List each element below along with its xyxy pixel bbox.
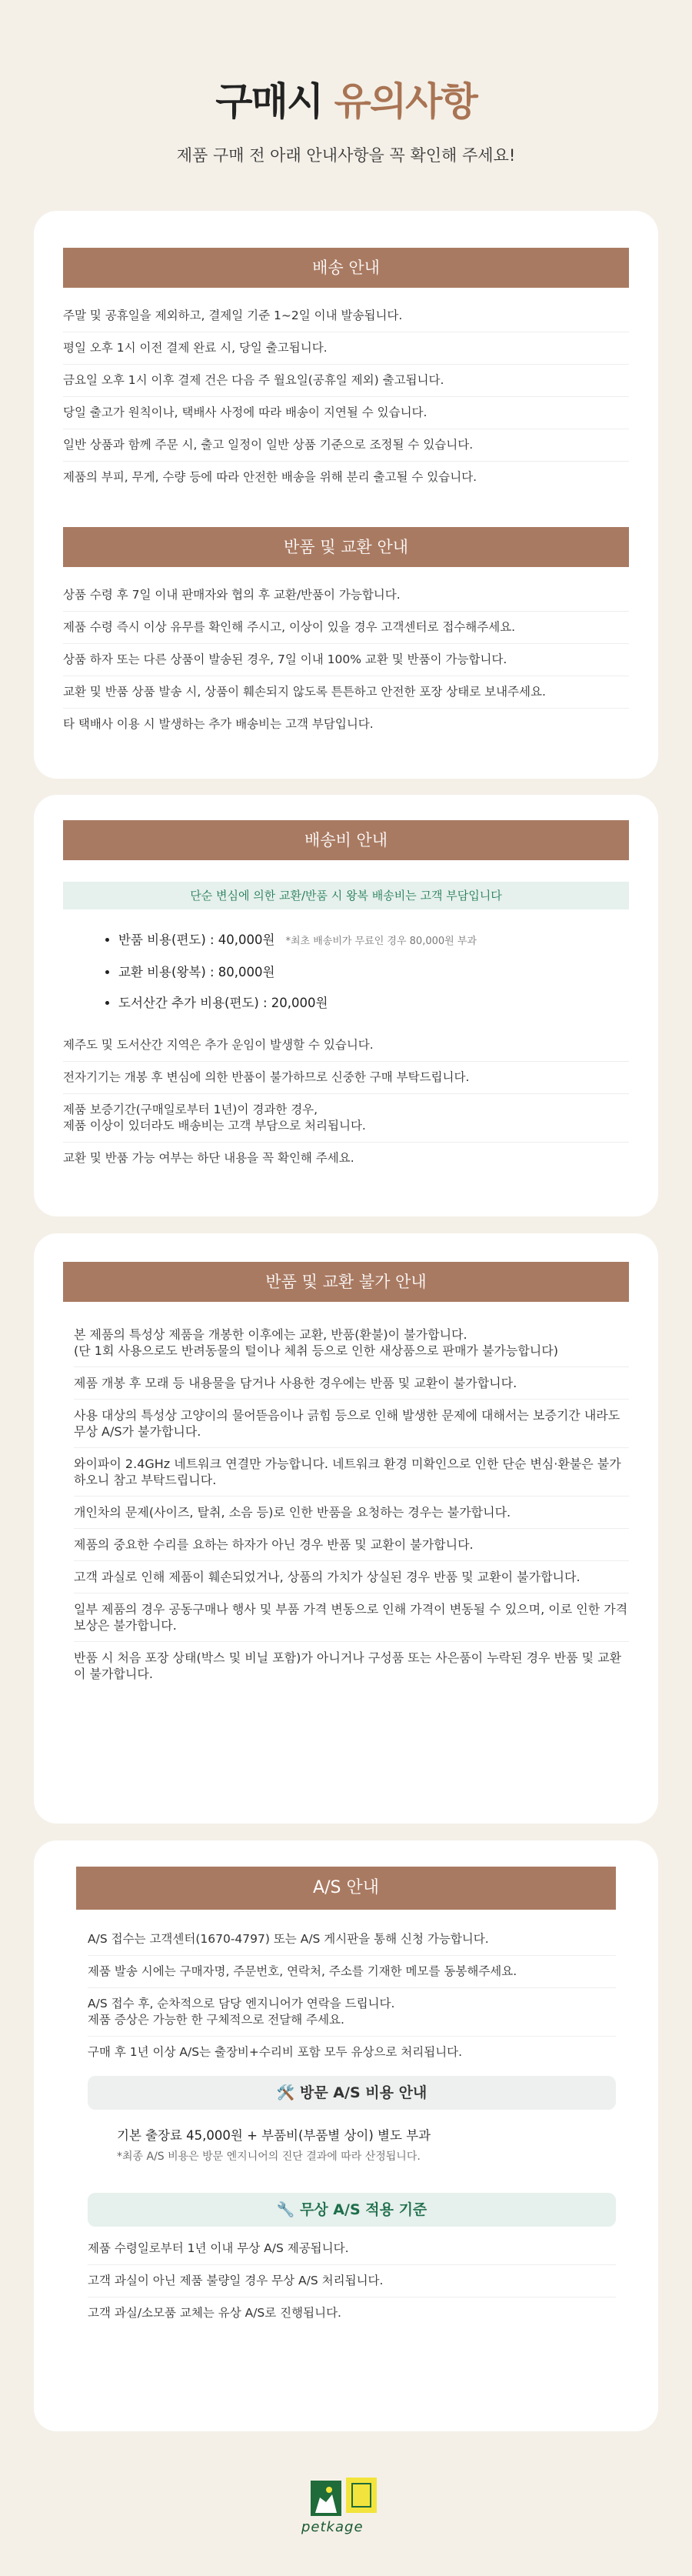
list-item: 제품 개봉 후 모래 등 내용물을 담거나 사용한 경우에는 반품 및 교환이 불가합니다. bbox=[74, 1367, 629, 1400]
list-item: 구매 후 1년 이상 A/S는 출장비+수리비 포함 모두 유상으로 처리됩니다. bbox=[88, 2045, 463, 2059]
page-subtitle: 제품 구매 전 아래 안내사항을 꼭 확인해 주세요! bbox=[176, 146, 516, 165]
visit-as-fee: 기본 출장료 45,000원 + 부품비(부품별 상이) 별도 부과 bbox=[117, 2128, 431, 2143]
list-item: 제품 수령일로부터 1년 이내 무상 A/S 제공됩니다. bbox=[88, 2233, 616, 2265]
shipping-heading: 배송 안내 bbox=[63, 248, 629, 288]
list-item: 제주도 및 도서산간 지역은 추가 운임이 발생할 수 있습니다. bbox=[63, 1029, 629, 1062]
list-item: 제품 수령 즉시 이상 유무를 확인해 주시고, 이상이 있을 경우 고객센터로 접수해주세요. bbox=[63, 612, 629, 644]
list-item: 제품 보증기간(구매일로부터 1년)이 경과한 경우, 제품 이상이 있더라도 배송비는 고객 부담으로 처리됩니다. bbox=[63, 1094, 629, 1143]
list-item: 상품 수령 후 7일 이내 판매자와 협의 후 교환/반품이 가능합니다. bbox=[63, 579, 629, 612]
shipping-fee-notice: 단순 변심에 의한 교환/반품 시 왕복 배송비는 고객 부담입니다 bbox=[63, 882, 629, 909]
fee-label: 도서산간 추가 비용(편도) : 20,000원 bbox=[118, 996, 328, 1010]
fee-note: *최초 배송비가 무료인 경우 80,000원 부과 bbox=[285, 936, 477, 947]
as-heading: A/S 안내 bbox=[76, 1867, 616, 1910]
shipping-fee-list bbox=[63, 1029, 629, 1174]
list-item: 반품 시 처음 포장 상태(박스 및 비닐 포함)가 아니거나 구성품 또는 사은품이 누락된 경우 반품 및 교환이 불가합니다. bbox=[74, 1650, 622, 1681]
list-item: 타 택배사 이용 시 발생하는 추가 배송비는 고객 부담입니다. bbox=[63, 717, 374, 731]
list-item: 금요일 오후 1시 이후 결제 건은 다음 주 월요일(공휴일 제외) 출고됩니다. bbox=[63, 365, 629, 397]
list-item: 상품 하자 또는 다른 상품이 발송된 경우, 7일 이내 100% 교환 및 반품이 가능합니다. bbox=[63, 644, 629, 676]
free-as-heading: 🔧 무상 A/S 적용 기준 bbox=[88, 2193, 616, 2227]
returns-list bbox=[63, 579, 629, 740]
list-item: 제품 발송 시에는 구매자명, 주문번호, 연락처, 주소를 기재한 메모를 동봉해주세요. bbox=[88, 1956, 616, 1988]
list-item: 본 제품의 특성상 제품을 개봉한 이후에는 교환, 반품(환불)이 불가합니다. (단 1회 사용으로도 반려동물의 털이나 체취 등으로 인한 새상품으로 판매가 불가능합니다) bbox=[74, 1319, 629, 1367]
list-item: 교환 및 반품 상품 발송 시, 상품이 훼손되지 않도록 튼튼하고 안전한 포장 상태로 보내주세요. bbox=[63, 676, 629, 709]
list-item: 사용 대상의 특성상 고양이의 물어뜯음이나 긁힘 등으로 인해 발생한 문제에 대해서는 보증기간 내라도 무상 A/S가 불가합니다. bbox=[74, 1400, 629, 1448]
list-item: 일부 제품의 경우 공동구매나 행사 및 부품 가격 변동으로 인해 가격이 변동될 수 있으며, 이로 인한 가격 보상은 불가합니다. bbox=[74, 1593, 629, 1642]
list-item: 고객 과실이 아닌 제품 불량일 경우 무상 A/S 처리됩니다. bbox=[88, 2265, 616, 2297]
fee-item bbox=[118, 925, 658, 957]
as-list bbox=[88, 1924, 616, 2068]
as-card bbox=[34, 1840, 658, 2431]
page-title bbox=[0, 71, 692, 126]
non-returnable-card bbox=[34, 1233, 658, 1824]
list-item: 제품의 중요한 수리를 요하는 하자가 아닌 경우 반품 및 교환이 불가합니다. bbox=[74, 1529, 629, 1561]
shipping-fee-card bbox=[34, 795, 658, 1216]
non-returnable-heading: 반품 및 교환 불가 안내 bbox=[63, 1262, 629, 1302]
logo-text: petkage bbox=[301, 2519, 364, 2535]
shipping-fee-heading: 배송비 안내 bbox=[63, 820, 629, 860]
brand-logo bbox=[298, 2476, 394, 2538]
list-item: 고객 과실로 인해 제품이 훼손되었거나, 상품의 가치가 상실된 경우 반품 및 교환이 불가합니다. bbox=[74, 1561, 629, 1593]
list-item: 교환 및 반품 가능 여부는 하단 내용을 꼭 확인해 주세요. bbox=[63, 1151, 354, 1165]
list-item: 일반 상품과 함께 주문 시, 출고 일정이 일반 상품 기준으로 조정될 수 있습니다. bbox=[63, 429, 629, 462]
logo-mark-icon bbox=[298, 2476, 394, 2521]
list-item: 전자기기는 개봉 후 변심에 의한 반품이 불가하므로 신중한 구매 부탁드립니다. bbox=[63, 1062, 629, 1094]
list-item: 평일 오후 1시 이전 결제 완료 시, 당일 출고됩니다. bbox=[63, 332, 629, 365]
page-header bbox=[0, 0, 692, 208]
visit-as-heading: 🛠️ 방문 A/S 비용 안내 bbox=[88, 2076, 616, 2110]
shipping-returns-card bbox=[34, 211, 658, 779]
title-accent: 유의사항 bbox=[334, 79, 477, 124]
list-item: A/S 접수 후, 순차적으로 담당 엔지니어가 연락을 드립니다. 제품 증상은 가능한 한 구체적으로 전달해 주세요. bbox=[88, 1988, 616, 2037]
list-item: 와이파이 2.4GHz 네트워크 연결만 가능합니다. 네트워크 환경 미확인으로 인한 단순 변심·환불은 불가하오니 참고 부탁드립니다. bbox=[74, 1448, 629, 1497]
fee-label: 반품 비용(편도) : 40,000원 bbox=[118, 933, 275, 947]
title-main: 구매시 bbox=[215, 79, 334, 124]
shipping-list bbox=[63, 300, 629, 493]
fee-item bbox=[118, 957, 658, 988]
list-item: 당일 출고가 원칙이나, 택배사 사정에 따라 배송이 지연될 수 있습니다. bbox=[63, 397, 629, 429]
fee-list bbox=[118, 925, 658, 1019]
fee-label: 교환 비용(왕복) : 80,000원 bbox=[118, 965, 275, 979]
list-item: 고객 과실/소모품 교체는 유상 A/S로 진행됩니다. bbox=[88, 2306, 341, 2320]
list-item: 제품의 부피, 무게, 수량 등에 따라 안전한 배송을 위해 분리 출고될 수 있습니다. bbox=[63, 470, 477, 484]
fee-item bbox=[118, 988, 658, 1019]
list-item: A/S 접수는 고객센터(1670-4797) 또는 A/S 게시판을 통해 신청 가능합니다. bbox=[88, 1924, 616, 1956]
returns-heading: 반품 및 교환 안내 bbox=[63, 527, 629, 567]
list-item: 주말 및 공휴일을 제외하고, 결제일 기준 1~2일 이내 발송됩니다. bbox=[63, 300, 629, 332]
list-item: 개인차의 문제(사이즈, 탈취, 소음 등)로 인한 반품을 요청하는 경우는 불가합니다. bbox=[74, 1497, 629, 1529]
visit-as-note: *최종 A/S 비용은 방문 엔지니어의 진단 결과에 따라 산정됩니다. bbox=[117, 2151, 421, 2163]
free-as-list bbox=[88, 2233, 616, 2329]
non-returnable-list bbox=[74, 1319, 629, 1690]
